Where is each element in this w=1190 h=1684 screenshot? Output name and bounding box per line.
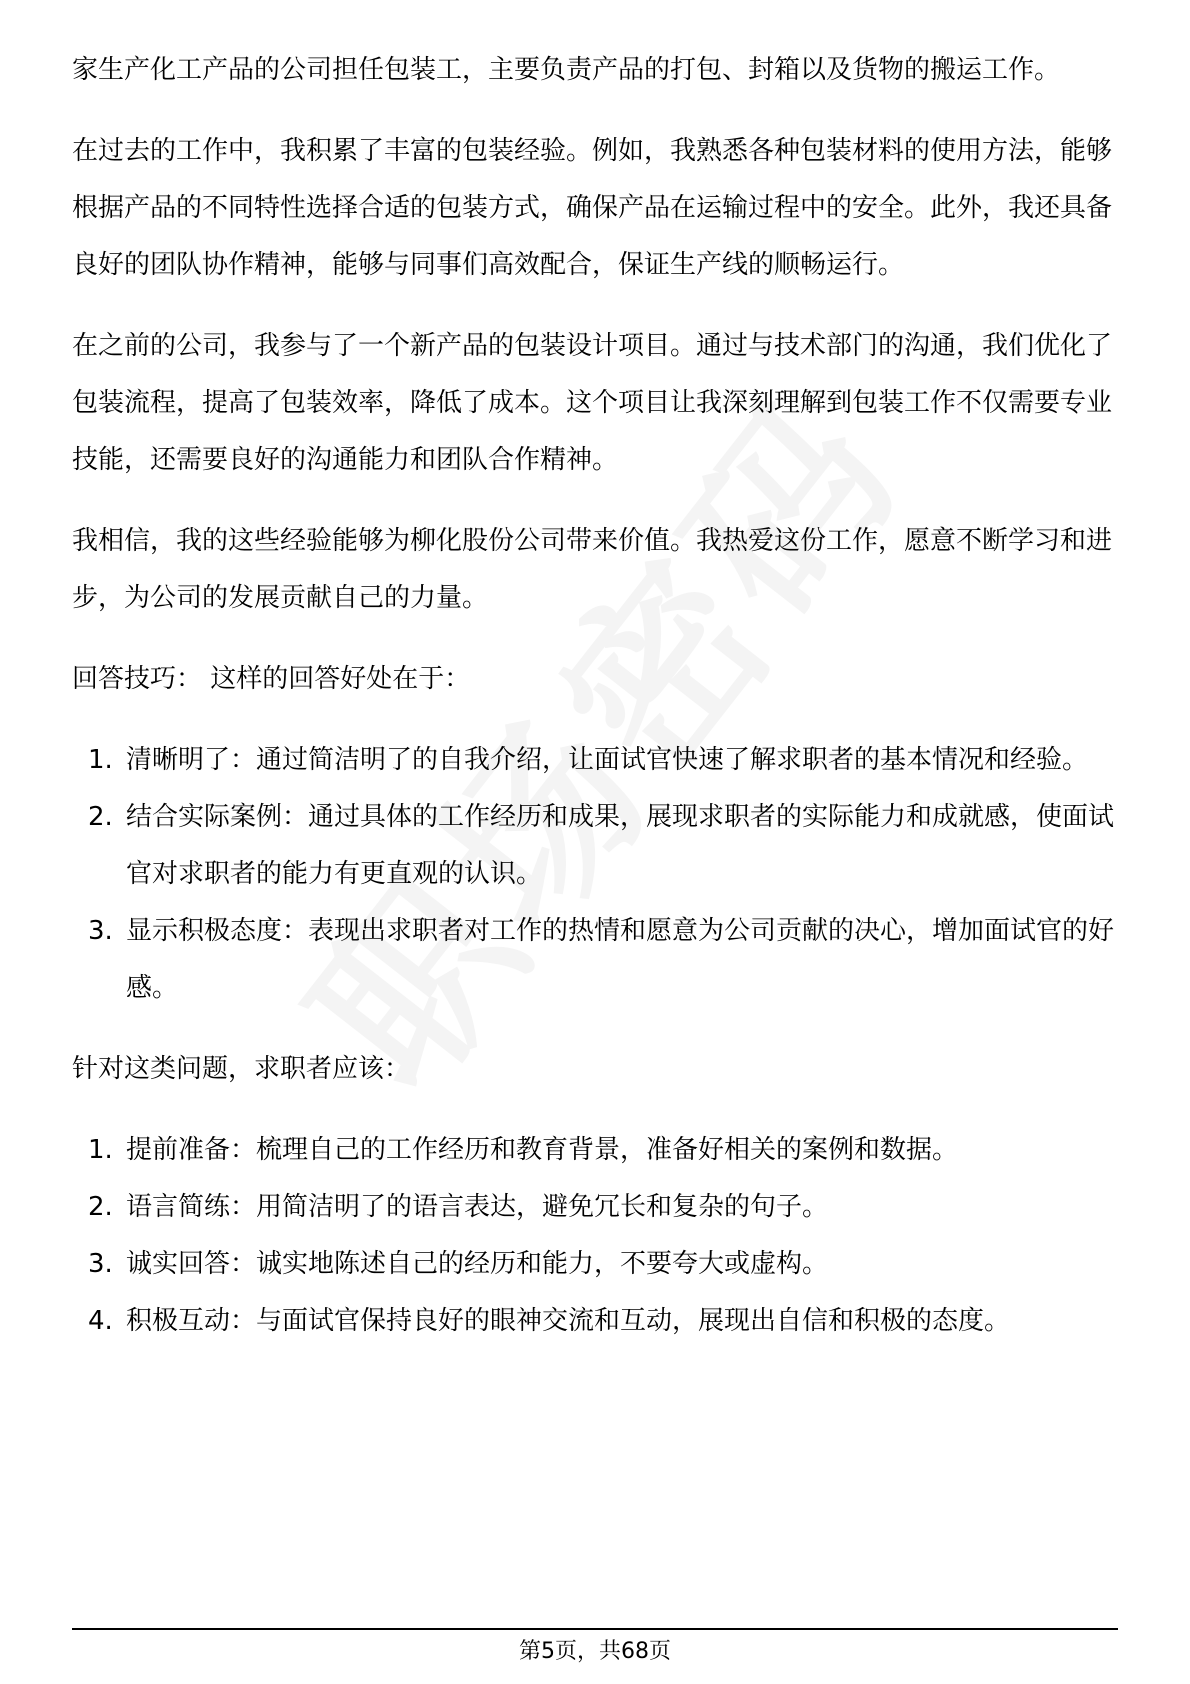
list-item (72, 1293, 1122, 1350)
list-text: 积极互动：与面试官保持良好的眼神交流和互动，展现出自信和积极的态度。 (126, 1306, 1011, 1336)
paragraph: 在之前的公司，我参与了一个新产品的包装设计项目。通过与技术部门的沟通，我们优化了包装流程，提高了包装效率，降低了成本。这个项目让我深刻理解到包装工作不仅需要专业技能，还需要良好的沟通能力和团队合作精神。 (72, 331, 1113, 475)
list-number: 1. (88, 745, 113, 775)
list-item (72, 1179, 1122, 1236)
list-text: 结合实际案例：通过具体的工作经历和成果，展现求职者的实际能力和成就感，使面试官对求职者的能力有更直观的认识。 (126, 802, 1115, 889)
paragraph: 在过去的工作中，我积累了丰富的包装经验。例如，我熟悉各种包装材料的使用方法，能够根据产品的不同特性选择合适的包装方式，确保产品在运输过程中的安全。此外，我还具备良好的团队协作精神，能够与同事们高效配合，保证生产线的顺畅运行。 (72, 136, 1113, 280)
list-text: 显示积极态度：表现出求职者对工作的热情和愿意为公司贡献的决心，增加面试官的好感。 (126, 916, 1115, 1003)
paragraph: 我相信，我的这些经验能够为柳化股份公司带来价值。我热爱这份工作，愿意不断学习和进步，为公司的发展贡献自己的力量。 (72, 526, 1113, 613)
advice-list (72, 1122, 1122, 1350)
list-number: 3. (88, 1249, 113, 1279)
list-text: 提前准备：梳理自己的工作经历和教育背景，准备好相关的案例和数据。 (126, 1135, 959, 1165)
list-text: 语言简练：用简洁明了的语言表达，避免冗长和复杂的句子。 (126, 1192, 829, 1222)
list-item (72, 732, 1122, 789)
paragraph: 家生产化工产品的公司担任包装工，主要负责产品的打包、封箱以及货物的搬运工作。 (72, 55, 1061, 85)
list-number: 1. (88, 1135, 113, 1165)
footer-divider (72, 1628, 1118, 1630)
list-number: 3. (88, 916, 113, 946)
list-item (72, 903, 1122, 1017)
advice-heading: 针对这类问题，求职者应该： (72, 1054, 411, 1084)
list-item (72, 1236, 1122, 1293)
list-number: 2. (88, 802, 113, 832)
tips-list (72, 732, 1122, 1017)
list-number: 2. (88, 1192, 113, 1222)
tips-heading: 回答技巧： 这样的回答好处在于： (72, 664, 471, 694)
list-item (72, 1122, 1122, 1179)
list-item (72, 789, 1122, 903)
list-text: 清晰明了：通过简洁明了的自我介绍，让面试官快速了解求职者的基本情况和经验。 (126, 745, 1089, 775)
document-body (72, 42, 1122, 1374)
page-footer: 第5页，共68页 (519, 1639, 671, 1664)
list-number: 4. (88, 1306, 113, 1336)
list-text: 诚实回答：诚实地陈述自己的经历和能力，不要夸大或虚构。 (126, 1249, 829, 1279)
